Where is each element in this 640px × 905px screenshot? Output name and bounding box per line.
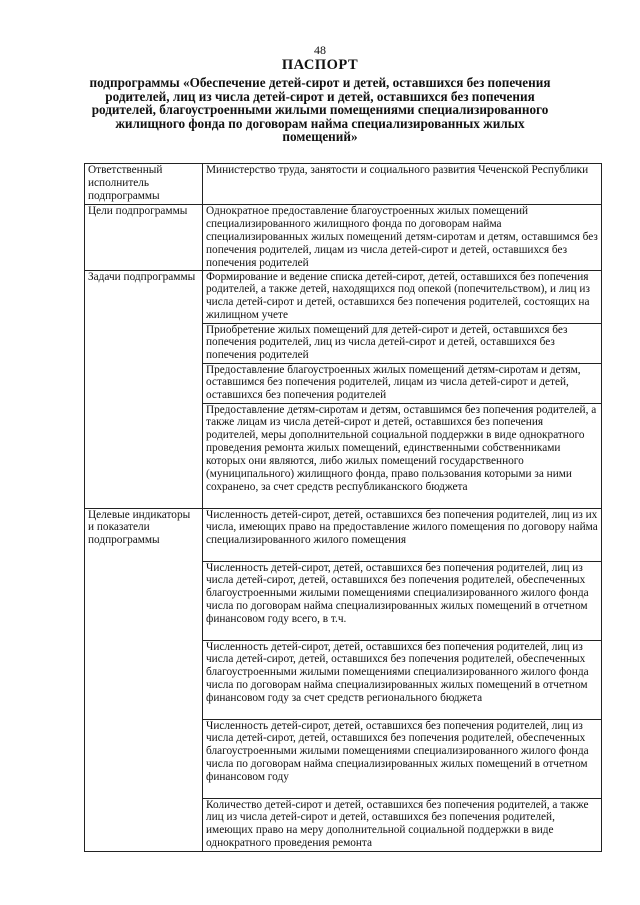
row-value-indicator-3 bbox=[203, 640, 602, 719]
row-label-text: Ответственный исполнитель подпрограммы bbox=[88, 164, 163, 202]
row-value-task-1 bbox=[203, 270, 602, 323]
passport-table bbox=[84, 163, 602, 852]
row-value-text: Численность детей-сирот, детей, оставшихся без попечения родителей, лиц из их числа, имеющих право на предоставление жилого помещения по договору найма специализированного жилого помещения bbox=[206, 508, 598, 547]
table-row bbox=[85, 164, 602, 205]
row-value-indicator-2 bbox=[203, 561, 602, 640]
row-value-text: Формирование и ведение списка детей-сирот, детей, оставшихся без попечения родителей, а также детей, находящихся под опекой (попечительством), и лиц из числа детей-сирот и детей, оставшихся без попечения родителей, состоящих на жилищном учете bbox=[206, 270, 590, 322]
row-value-text: Численность детей-сирот, детей, оставшихся без попечения родителей, лиц из числа детей-сирот, детей, оставшихся без попечения родителей, обеспеченных благоустроенными жилыми помещениями специализированного жилого фонда числа по договорам найма специализированных жилых помещений в отчетном финансовом году за счет средств регионального бюджета bbox=[206, 640, 589, 705]
row-value-indicator-5 bbox=[203, 798, 602, 851]
row-value-text: Однократное предоставление благоустроенных жилых помещений специализированного жилищного фонда по договорам найма специализированных жилых помещений детям-сиротам и детям, оставшимся без попечения родителей, лицам из числа детей-сирот и детей, оставшихся без попечения родителей bbox=[206, 205, 598, 269]
row-label-text: Цели подпрограммы bbox=[88, 205, 188, 217]
table-row bbox=[85, 205, 602, 271]
table-row bbox=[85, 508, 602, 561]
row-value-text: Министерство труда, занятости и социального развития Чеченской Республики bbox=[206, 164, 589, 176]
row-label-indicators bbox=[85, 508, 203, 851]
document-title: ПАСПОРТ bbox=[281, 57, 359, 73]
page-number: 48 bbox=[314, 43, 326, 57]
document-subtitle: подпрограммы «Обеспечение детей-сирот и детей, оставшихся без попечения родителей, лиц из числа детей-сирот и детей, оставшихся без попечения родителей, благоустроенными жилыми помещениями специализированного жилищного фонда по договорам найма специализированных жилых помещений» bbox=[89, 75, 551, 144]
row-value-text: Численность детей-сирот, детей, оставшихся без попечения родителей, лиц из числа детей-сирот, детей, оставшихся без попечения родителей, обеспеченных благоустроенными жилыми помещениями специализированного жилого фонда числа по договорам найма специализированных жилых помещений в отчетном финансовом году bbox=[206, 719, 589, 784]
row-label-responsible bbox=[85, 164, 203, 205]
row-value-indicator-1 bbox=[203, 508, 602, 561]
row-value-indicator-4 bbox=[203, 719, 602, 798]
row-label-text: Задачи подпрограммы bbox=[88, 270, 196, 283]
row-value-text: Численность детей-сирот, детей, оставшихся без попечения родителей, лиц из числа детей-сирот, детей, оставшихся без попечения родителей, обеспеченных благоустроенными жилыми помещениями специализированного жилого фонда числа по договорам найма специализированных жилых помещений в отчетном финансовом году всего, в т.ч. bbox=[206, 561, 589, 626]
row-value-task-3 bbox=[203, 363, 602, 403]
row-value-task-4 bbox=[203, 403, 602, 508]
row-label-text: Целевые индикаторы и показатели подпрограммы bbox=[88, 508, 191, 547]
row-value-text: Предоставление благоустроенных жилых помещений детям-сиротам и детям, оставшимся без попечения родителей, лицам из числа детей-сирот и детей, оставшихся без попечения родителей bbox=[206, 363, 581, 402]
row-value-responsible bbox=[203, 164, 602, 205]
row-label-tasks bbox=[85, 270, 203, 508]
row-value-text: Предоставление детям-сиротам и детям, оставшимся без попечения родителей, а также лицам из числа детей-сирот и детей, оставшихся без попечения родителей, меры дополнительной социальной поддержки в виде однократного проведения ремонта жилых помещений, единственными собственниками которых они являются, либо жилых помещений государственного (муниципального) жилищного фонда, право пользования которыми за ними сохранено, за счет средств республиканского бюджета bbox=[206, 403, 597, 493]
row-value-text: Приобретение жилых помещений для детей-сирот и детей, оставшихся без попечения родителей, лиц из числа детей-сирот и детей, оставшихся без попечения родителей bbox=[206, 323, 568, 362]
row-label-goals bbox=[85, 205, 203, 271]
row-value-task-2 bbox=[203, 323, 602, 363]
table-row bbox=[85, 270, 602, 323]
row-value-goals bbox=[203, 205, 602, 271]
row-value-text: Количество детей-сирот и детей, оставшихся без попечения родителей, а также лиц из числа детей-сирот и детей, оставшихся без попечения родителей, имеющих право на меру дополнительной социальной поддержки в виде однократного проведения ремонта bbox=[206, 798, 589, 850]
